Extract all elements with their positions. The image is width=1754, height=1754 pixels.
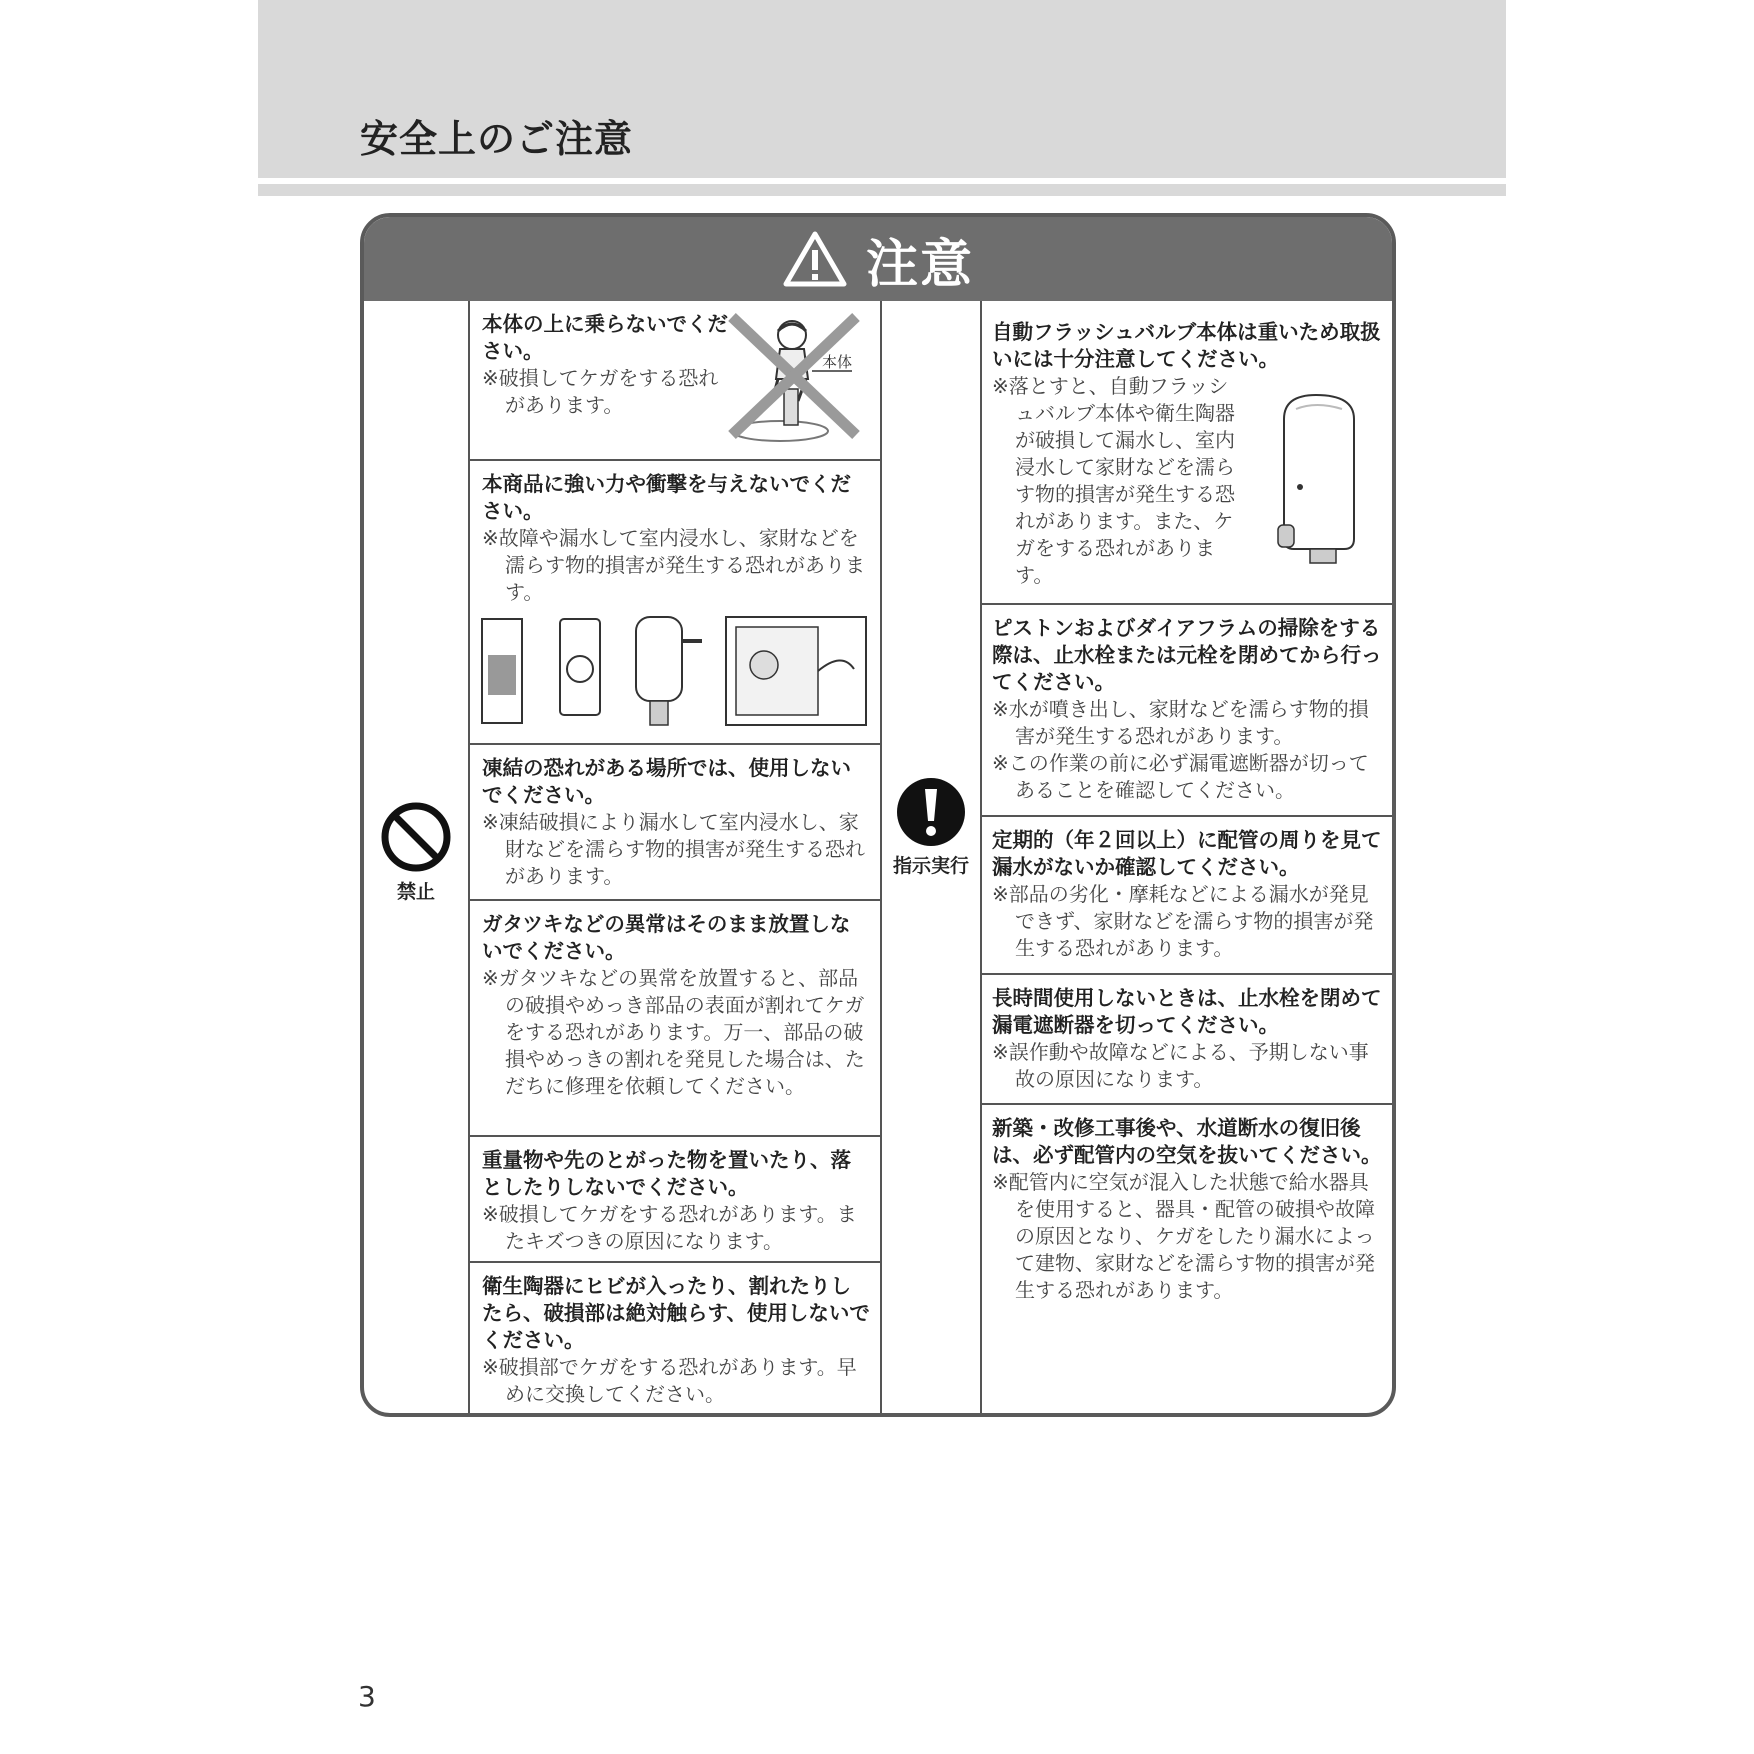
prohibit-item-6-title: 衛生陶器にヒビが入ったり、割れたりしたら、破損部は絶対触らす、使用しないでください。	[482, 1274, 870, 1352]
prohibit-item-6-note: ※破損部でケガをする恐れがあります。早めに交換してください。	[482, 1355, 857, 1406]
instruct-label: 指示実行	[892, 855, 969, 877]
prohibit-item-3-title: 凍結の恐れがある場所では、使用しないでください。	[482, 756, 851, 807]
page-title: 安全上のご注意	[360, 117, 634, 161]
prohibit-item-5-title: 重量物や先のとがった物を置いたり、落としたりしないでください。	[482, 1148, 851, 1199]
prohibit-item-2	[470, 459, 880, 743]
prohibit-item-3	[470, 743, 880, 899]
instruct-item-1-title: 自動フラッシュバルブ本体は重いため取扱いには十分注意してください。	[992, 320, 1381, 371]
prohibit-items	[470, 301, 880, 1413]
instruct-item-3-note: ※部品の劣化・摩耗などによる漏水が発見できず、家財などを濡らす物的損害が発生する恐れがあります。	[992, 882, 1374, 960]
instruct-item-4-note: ※誤作動や故障などによる、予期しない事故の原因になります。	[992, 1040, 1369, 1091]
flush-valve-illustration	[1270, 389, 1370, 569]
instruct-item-5-title: 新築・改修工事後や、水道断水の復旧後は、必ず配管内の空気を抜いてください。	[992, 1116, 1382, 1167]
caution-banner	[364, 217, 1392, 301]
prohibit-item-5-note: ※破損してケガをする恐れがあります。またキズつきの原因になります。	[482, 1202, 857, 1253]
prohibit-item-3-note: ※凍結破損により漏水して室内浸水し、家財などを濡らす物的損害が発生する恐れがあります。	[482, 810, 865, 888]
product-parts-illustration	[480, 611, 872, 735]
instruct-item-3	[980, 815, 1396, 973]
prohibit-icon-column	[364, 301, 470, 1413]
person-sitting-illustration	[722, 309, 870, 443]
prohibit-item-6	[470, 1261, 880, 1417]
instruct-item-1	[980, 301, 1396, 603]
prohibit-item-2-title: 本商品に強い力や衝撃を与えないでください。	[482, 472, 851, 523]
header-rule	[258, 184, 1506, 196]
caution-banner-label: 注意	[865, 234, 974, 295]
prohibit-item-2-note: ※故障や漏水して室内浸水し、家財などを濡らす物的損害が発生する恐れがあります。	[482, 526, 865, 604]
instruct-item-1-note: ※落とすと、自動フラッシュバルブ本体や衛生陶器が破損して漏水し、室内浸水して家財などを濡らす物的損害が発生する恐れがあります。また、ケガをする恐れがあります。	[992, 374, 1235, 587]
prohibited-circle-icon	[380, 801, 452, 873]
instruct-item-4-title: 長時間使用しないときは、止水栓を閉めて漏電遮断器を切ってください。	[992, 986, 1382, 1037]
instruct-item-5	[980, 1103, 1396, 1417]
instruct-items	[980, 301, 1396, 1413]
instruct-symbol	[882, 777, 980, 878]
instruct-icon-column	[880, 301, 982, 1413]
instruct-item-2	[980, 603, 1396, 815]
body-label: 本体	[822, 353, 853, 371]
instruct-item-3-title: 定期的（年２回以上）に配管の周りを見て漏水がないか確認してください。	[992, 828, 1382, 879]
instruct-item-2-note-1: ※水が噴き出し、家財などを濡らす物的損害が発生する恐れがあります。	[992, 697, 1369, 748]
instruct-item-2-note-2: ※この作業の前に必ず漏電遮断器が切ってあることを確認してください。	[992, 751, 1369, 802]
prohibit-label: 禁止	[396, 881, 435, 903]
instruct-item-2-title: ピストンおよびダイアフラムの掃除をする際は、止水栓または元栓を閉めてから行ってください。	[992, 616, 1382, 694]
prohibit-item-4-title: ガタツキなどの異常はそのまま放置しないでください。	[482, 912, 851, 963]
instruct-item-4	[980, 973, 1396, 1103]
warning-triangle-icon	[782, 230, 848, 288]
prohibit-item-1-note: ※破損してケガをする恐れがあります。	[482, 366, 719, 417]
prohibit-item-4	[470, 899, 880, 1135]
prohibit-item-1	[470, 301, 880, 459]
prohibit-item-5	[470, 1135, 880, 1261]
instruct-item-5-note: ※配管内に空気が混入した状態で給水器具を使用すると、器具・配管の破損や故障の原因となり、ケガをしたり漏水によって建物、家財などを濡らす物的損害が発生する恐れがあります。	[992, 1170, 1375, 1302]
prohibit-symbol	[364, 801, 468, 904]
prohibit-item-4-note: ※ガタツキなどの異常を放置すると、部品の破損やめっき部品の表面が割れてケガをする恐れがあります。万一、部品の破損やめっきの割れを発見した場合は、ただちに修理を依頼してください。	[482, 966, 865, 1098]
prohibit-item-1-title: 本体の上に乗らないでください。	[482, 312, 728, 363]
page-number: 3	[358, 1680, 376, 1713]
exclamation-circle-icon	[896, 777, 966, 847]
caution-panel	[360, 213, 1396, 1417]
